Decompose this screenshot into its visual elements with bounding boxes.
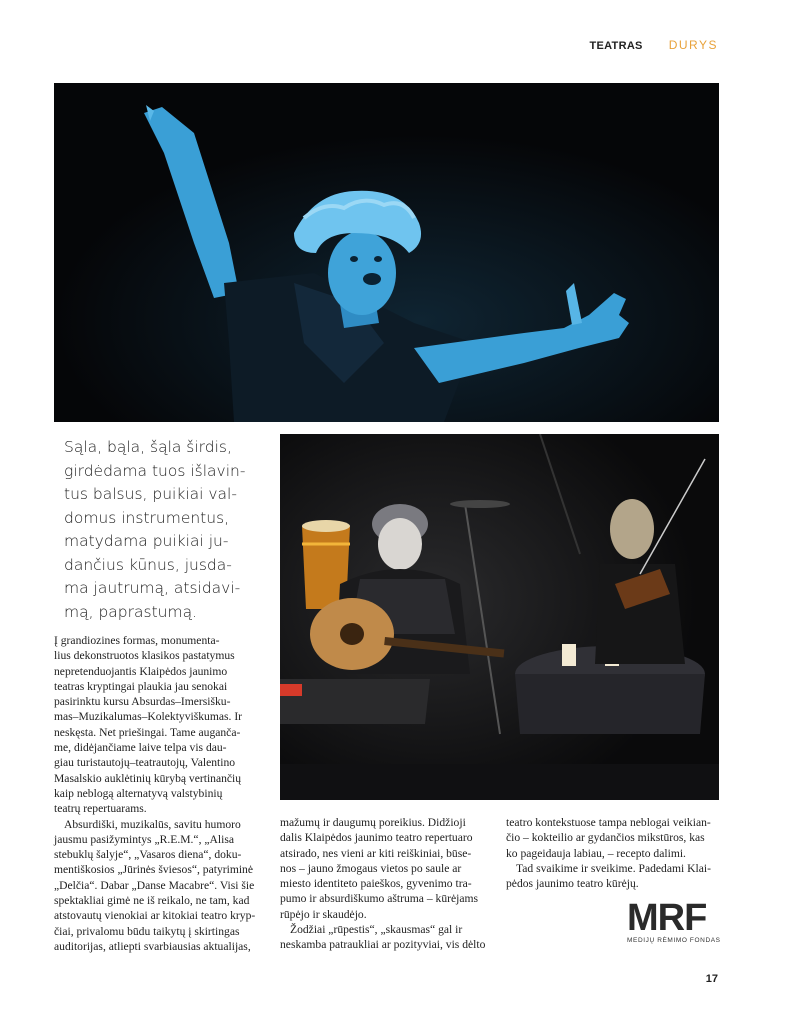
- body-line: teatras kryptingai plaukia jau senokai: [54, 679, 228, 693]
- body-line: rūpėjo ir skaudėjo.: [280, 907, 367, 921]
- body-line: nepretenduojantis Klaipėdos jaunimo: [54, 664, 228, 678]
- pull-quote-line: ma jautrumą, atsidavi-: [64, 579, 241, 597]
- magazine-name: DURYS: [668, 38, 718, 52]
- article-column-3: [506, 815, 719, 891]
- body-line: neskamba patraukliai ar pozityviai, vis dėlto: [280, 938, 486, 952]
- body-line: giau turistautojų–teatrautojų, Valentino: [54, 756, 236, 770]
- body-line: dalis Klaipėdos jaunimo teatro repertuaro: [280, 831, 473, 845]
- body-line: mas–Muzikalumas–Kolektyviškumas. Ir: [54, 710, 243, 724]
- page-number: 17: [705, 973, 718, 985]
- article-column-1: [54, 633, 264, 954]
- bottom-photo: [280, 434, 719, 800]
- body-line: mažumų ir daugumų poreikius. Didžioji: [280, 816, 466, 829]
- pull-quote-line: tus balsus, puikiai val-: [64, 485, 237, 503]
- pull-quote-line: domus instrumentus,: [64, 508, 230, 527]
- logo-subtitle: MEDIJŲ RĖMIMO FONDAS: [627, 937, 721, 944]
- body-line: teatro kontekstuose tampa neblogai veikian-: [506, 816, 711, 829]
- body-line: spektakliai gimė ne iš reikalo, ne tam, kad: [54, 894, 250, 908]
- body-line: nos – jauno žmogaus vietos po saule ar: [280, 861, 462, 875]
- body-line: Masalskio auklėtinių kūrybą vertinančių: [54, 771, 242, 785]
- body-line: jausmu pasižymintys „R.E.M.“, „Alisa: [54, 832, 234, 846]
- section-label: TEATRAS: [589, 40, 643, 52]
- body-line: čiai, privalomu būdu taikytų į skirtingas: [54, 924, 240, 938]
- body-line: lius dekonstruotos klasikos pastatymus: [54, 649, 235, 663]
- body-line: Absurdiški, muzikalūs, savitu humoro: [64, 817, 241, 831]
- body-line: Žodžiai „rūpestis“, „skausmas“ gal ir: [290, 923, 463, 937]
- body-line: Į grandiozines formas, monumenta-: [54, 634, 220, 647]
- logo-mark: MRF: [627, 897, 707, 939]
- body-line: miesto identiteto paieškos, gyvenimo tra-: [280, 877, 472, 891]
- body-line: pumo ir absurdiškumo aštruma – kūrėjams: [280, 892, 479, 906]
- body-line: auditorijas, atliepti svarbiausias aktualijas,: [54, 939, 251, 953]
- top-photo: [54, 83, 719, 422]
- body-line: pasirinktu kursu Absurdas–Imersišku-: [54, 695, 231, 709]
- body-line: mentiškosios „Jūrinės šviesos“, patyriminė: [54, 863, 254, 877]
- pull-quote-line: Sąla, bąla, šąla širdis,: [64, 438, 232, 456]
- body-line: teatrų repertuarams.: [54, 802, 147, 816]
- page-header: [589, 38, 718, 52]
- body-line: „Delčia“. Dabar „Danse Macabre“. Visi šie: [54, 878, 255, 892]
- pull-quote-line: dančius kūnus, jusda-: [64, 555, 232, 574]
- mrf-logo: [627, 897, 722, 944]
- body-line: pėdos jaunimo teatro kūrėjų.: [506, 877, 639, 891]
- body-line: Tad svaikime ir sveikime. Padedami Klai-: [516, 861, 711, 875]
- pull-quote-line: mą, paprastumą.: [64, 602, 197, 621]
- body-line: atsirado, nes vieni ar kiti reiškiniai, būse-: [280, 846, 472, 860]
- body-line: kaip neblogą alternatyvą valstybinių: [54, 786, 223, 800]
- pull-quote-line: matydama puikiai ju-: [64, 532, 229, 550]
- body-line: me, didėjančiame laive telpa vis dau-: [54, 741, 227, 755]
- body-line: atstovautų vienokiai ar kitokiai teatro kryp-: [54, 909, 256, 923]
- body-line: čio – kokteilio ar gydančios mikstūros, kas: [506, 831, 705, 845]
- body-line: neskęsta. Net priešingai. Tame auganča-: [54, 725, 241, 739]
- pull-quote: [64, 436, 264, 624]
- article-column-2: [280, 815, 493, 953]
- body-line: ko pageidauja labiau, – recepto dalimi.: [506, 846, 686, 860]
- body-line: stebuklų šalyje“, „Vasaros diena“, doku-: [54, 848, 242, 862]
- pull-quote-line: girdėdama tuos išlavin-: [64, 461, 246, 480]
